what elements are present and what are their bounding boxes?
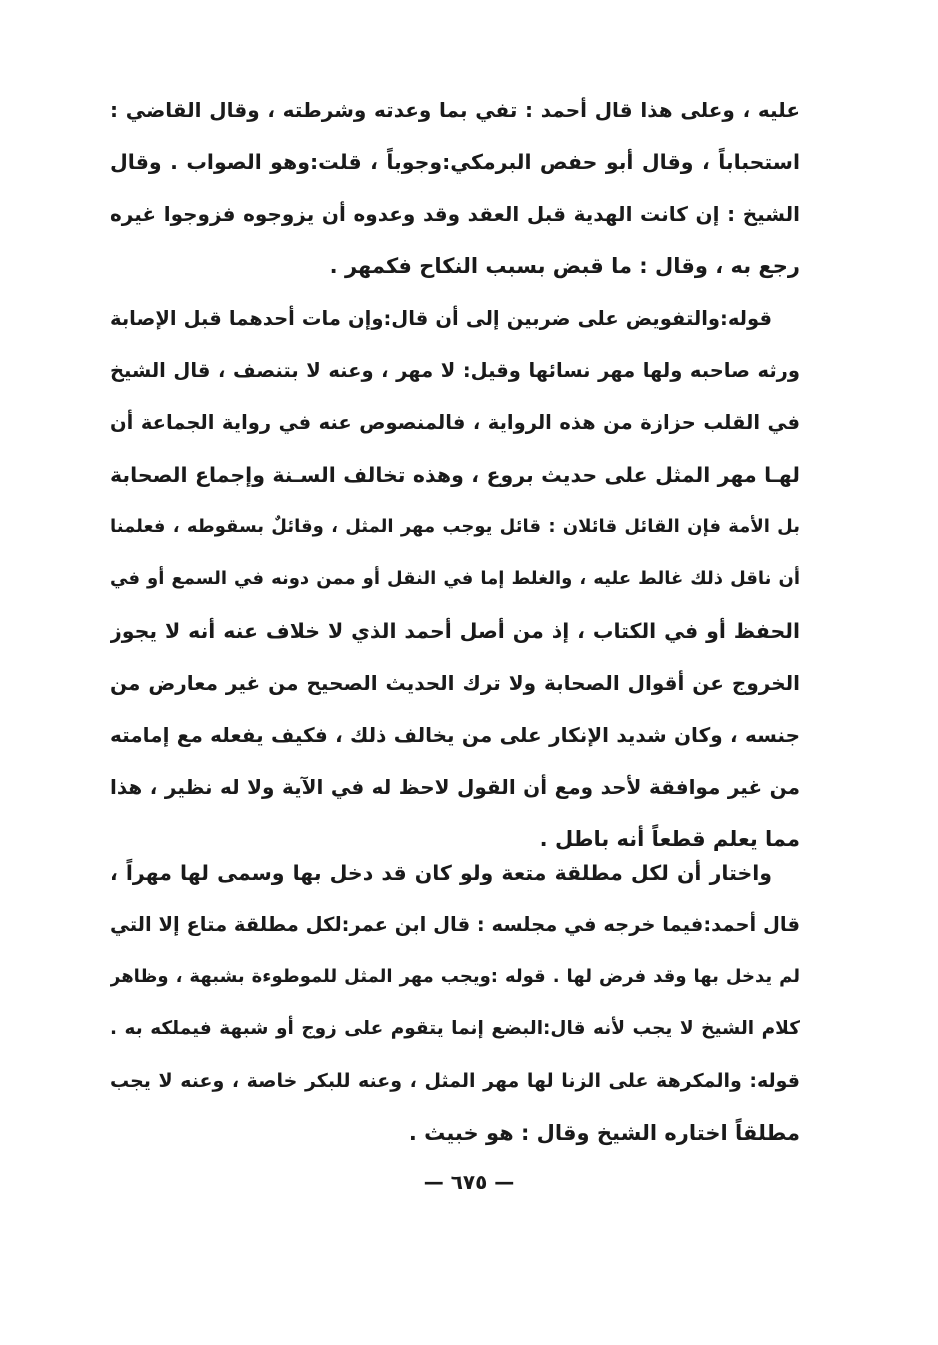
text-line: عليه ، وعلى هذا قال أحمد : تفي بما وعدته وشرطته ، وقال القاضي : [110, 98, 800, 122]
text-line: الخروج عن أقوال الصحابة ولا ترك الحديث الصحيح من غير معارض من [110, 671, 800, 695]
text-line: لم يدخل بها وقد فرض لها . قوله :ويجب مهر المثل للموطوءة بشبهة ، وظاهر [110, 966, 800, 987]
text-line: رجع به ، وقال : ما قبض بسبب النكاح فكمهر . [329, 254, 800, 278]
text-line: قال أحمد:فيما خرجه في مجلسه : قال ابن عمر:لكل مطلقة متاع إلا التي [110, 913, 800, 936]
text-line: كلام الشيخ لا يجب لأنه قال:البضع إنما يتقوم على زوج أو شبهة فيملكه به . [110, 1018, 800, 1039]
text-line: لهـا مهر المثل على حديث بروع ، وهذه تخالف السـنة وإجماع الصحابة [110, 463, 800, 487]
text-line: في القلب حزازة من هذه الرواية ، فالمنصوص عنه في رواية الجماعة أن [110, 411, 800, 434]
paragraph-1 [110, 84, 800, 292]
text-line: واختار أن لكل مطلقة متعة ولو كان قد دخل بها وسمى لها مهراً ، [110, 861, 772, 885]
text-line: من غير موافقة لأحد ومع أن القول لاحظ له في الآية ولا له نظير ، هذا [110, 775, 800, 799]
text-line: بل الأمة فإن القائل قائلان : قائل يوجب مهر المثل ، وقائلٌ بسقوطه ، فعلمنا [110, 516, 800, 537]
text-line: قوله: والمكرهة على الزنا لها مهر المثل ، وعنه للبكر خاصة ، وعنه لا يجب [110, 1070, 800, 1092]
text-line: مطلقاً اختاره الشيخ وقال : هو خبيث . [408, 1121, 800, 1145]
text-line: جنسه ، وكان شديد الإنكار على من يخالف ذلك ، فكيف يفعله مع إمامته [110, 723, 800, 747]
text-line: مما يعلم قطعاً أنه باطل . [539, 827, 800, 851]
page-number: — ٦٧٥ — [423, 1170, 515, 1194]
paragraph-2 [110, 293, 800, 865]
text-line: الحفظ أو في الكتاب ، إذ من أصل أحمد الذي لا خلاف عنه أنه لا يجوز [110, 619, 800, 643]
text-line: ورثه صاحبه ولها مهر نسائها وقيل: لا مهر ، وعنه لا بتنصف ، قال الشيخ [110, 359, 800, 382]
text-line: استحباباً ، وقال أبو حفص البرمكي:وجوباً ، قلت:وهو الصواب . وقال [110, 150, 800, 174]
text-line: قوله:والتفويض على ضربين إلى أن قال:وإن مات أحدهما قبل الإصابة [110, 307, 772, 330]
text-line: الشيخ : إن كانت الهدية قبل العقد وقد وعدوه أن يزوجوه فزوجوا غيره [110, 202, 800, 226]
paragraph-3 [110, 847, 800, 1159]
text-line: أن ناقل ذلك غالط عليه ، والغلط إما في النقل أو ممن دونه في السمع أو في [110, 568, 800, 589]
